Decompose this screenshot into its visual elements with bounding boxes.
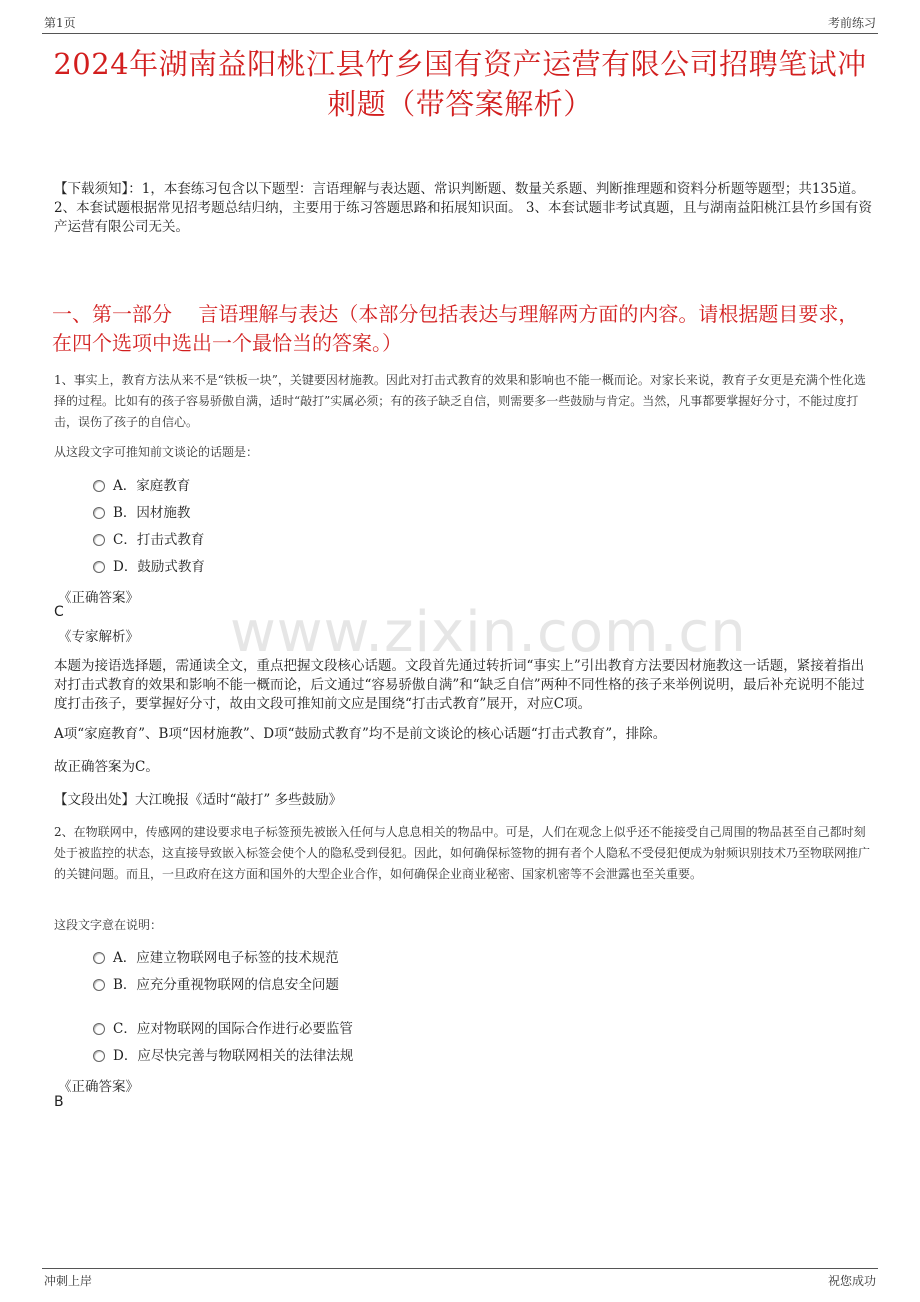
watermark: www.zixin.com.cn — [230, 600, 747, 665]
header-right-label: 考前练习 — [827, 16, 876, 30]
document-title: 2024年湖南益阳桃江县竹乡国有资产运营有限公司招聘笔试冲刺题（带答案解析） — [53, 47, 867, 121]
question-2-prompt: 这段文字意在说明： — [54, 918, 163, 932]
radio-icon[interactable] — [93, 1023, 105, 1035]
question-2-answer: B — [54, 1094, 64, 1110]
radio-icon[interactable] — [93, 952, 105, 964]
question-1-analysis-paragraph: A项“家庭教育”、B项“因材施教”、D项“鼓励式教育”均不是前文谈论的核心话题“打击式教育”，排除。 — [54, 726, 667, 742]
radio-icon[interactable] — [93, 534, 105, 546]
question-1-option-b[interactable] — [93, 503, 190, 523]
question-1-option-a[interactable] — [93, 476, 190, 496]
download-notice: 【下载须知】：1，本套练习包含以下题型：言语理解与表达题、常识判断题、数量关系题、判断推理题和资料分析题等题型；共135道。 2、本套试题根据常见招考题总结归纳，主要用于练习答题思路和拓展知识面。 3、本套试题非考试真题，且与湖南益阳桃江县竹乡国有资产运营有限公司无关。 — [54, 181, 872, 235]
question-1-analysis-paragraph: 本题为接语选择题，需通读全文，重点把握文段核心话题。文段首先通过转折词“事实上”引出教育方法要因材施教这一话题，紧接着指出对打击式教育的效果和影响不能一概而论，后文通过“容易骄傲自满”和“缺乏自信”两种不同性格的孩子来举例说明，最后补充说明不能过度打击孩子，要掌握好分寸，故由文段可推知前文应是围绕“打击式教育”展开，对应C项。 — [54, 658, 865, 712]
question-1-conclusion: 故正确答案为C。 — [54, 759, 159, 775]
question-2-option-a[interactable] — [93, 948, 339, 968]
option-label: B．因材施教 — [113, 505, 191, 521]
radio-icon[interactable] — [93, 561, 105, 573]
option-label: A．应建立物联网电子标签的技术规范 — [113, 950, 339, 966]
option-label: D．应尽快完善与物联网相关的法律法规 — [113, 1048, 354, 1064]
question-1-source: 【文段出处】大江晚报《适时“敲打” 多些鼓励》 — [54, 792, 343, 808]
question-1-option-c[interactable] — [93, 530, 204, 550]
header-divider — [42, 33, 878, 34]
question-2-answer-label: 《正确答案》 — [58, 1079, 139, 1095]
section-heading: 一、第一部分 言语理解与表达（本部分包括表达与理解两方面的内容。请根据题目要求，在四个选项中选出一个最恰当的答案。） — [52, 302, 859, 355]
option-label: C．打击式教育 — [113, 532, 205, 548]
question-1-answer: C — [54, 604, 64, 620]
question-1-prompt: 从这段文字可推知前文谈论的话题是： — [54, 445, 259, 459]
option-label: C．应对物联网的国际合作进行必要监管 — [113, 1021, 353, 1037]
question-1-option-d[interactable] — [93, 557, 205, 577]
footer-left-label: 冲刺上岸 — [44, 1274, 93, 1288]
question-1-text: 1、事实上，教育方法从来不是“铁板一块”，关键要因材施教。因此对打击式教育的效果和影响也不能一概而论。对家长来说，教育子女更是充满个性化选择的过程。比如有的孩子容易骄傲自满，适时“敲打”实属必须；有的孩子缺乏自信，则需要多一些鼓励与肯定。当然，凡事都要掌握好分寸，不能过度打击，误伤了孩子的自信心。 — [54, 373, 866, 429]
radio-icon[interactable] — [93, 979, 105, 991]
question-2-option-d[interactable] — [93, 1046, 353, 1066]
question-2-option-b[interactable] — [93, 975, 339, 995]
question-2-option-c[interactable] — [93, 1019, 353, 1039]
question-1-analysis-label: 《专家解析》 — [58, 629, 139, 645]
footer-divider — [42, 1268, 878, 1269]
radio-icon[interactable] — [93, 480, 105, 492]
radio-icon[interactable] — [93, 1050, 105, 1062]
radio-icon[interactable] — [93, 507, 105, 519]
question-1-answer-label: 《正确答案》 — [58, 590, 139, 606]
option-label: A．家庭教育 — [113, 478, 191, 494]
footer-right-label: 祝您成功 — [827, 1274, 876, 1288]
question-2-text: 2、在物联网中，传感网的建设要求电子标签预先被嵌入任何与人息息相关的物品中。可是，人们在观念上似乎还不能接受自己周围的物品甚至自己都时刻处于被监控的状态，这直接导致嵌入标签会使个人的隐私受到侵犯。因此，如何确保标签物的拥有者个人隐私不受侵犯便成为射频识别技术乃至物联网推广的关键问题。而且，一旦政府在这方面和国外的大型企业合作，如何确保企业商业秘密、国家机密等不会泄露也至关重要。 — [54, 825, 871, 881]
option-label: B．应充分重视物联网的信息安全问题 — [113, 977, 339, 993]
option-label: D．鼓励式教育 — [113, 559, 205, 575]
header-page-number: 第1页 — [44, 16, 76, 30]
